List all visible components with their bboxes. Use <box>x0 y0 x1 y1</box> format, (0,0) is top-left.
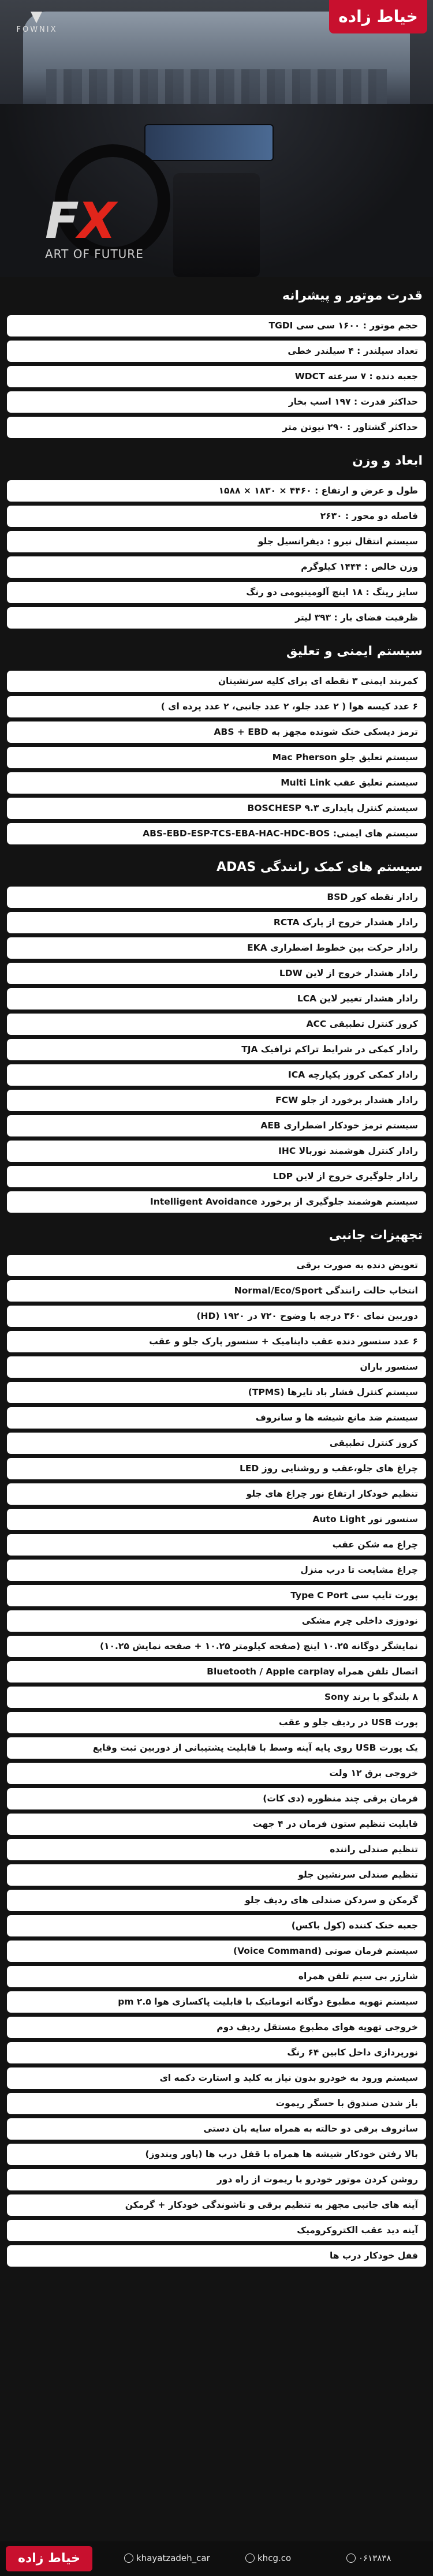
store-logo: خیاط زاده <box>329 0 427 33</box>
spec-row: ۶ عدد کیسه هوا ( ۲ عدد جلو، ۲ عدد جانبی، ۲ عدد پرده ای ) <box>7 696 426 717</box>
spec-row: کروز کنترل تطبیقی ACC <box>7 1014 426 1035</box>
spec-row: چراغ های جلو،عقب و روشنایی روز LED <box>7 1458 426 1479</box>
spec-row: سیستم ضد مانع شیشه ها و سانروف <box>7 1407 426 1429</box>
footer-logo: خیاط زاده <box>6 2546 92 2571</box>
spec-row: سنسور باران <box>7 1356 426 1378</box>
spec-row: نمایشگر دوگانه ۱۰.۲۵ اینچ (صفحه کیلومتر ۱۰.۲۵ + صفحه نمایش ۱۰.۲۵) <box>7 1636 426 1657</box>
spec-row: خروجی تهویه هوای مطبوع مستقل ردیف دوم <box>7 2017 426 2038</box>
spec-row: فرمان برقی چند منظوره (دی کات) <box>7 1788 426 1809</box>
center-console <box>173 173 260 277</box>
spec-row: خروجی برق ۱۲ ولت <box>7 1763 426 1784</box>
spec-sections <box>0 277 433 2271</box>
spec-row: ۶ عدد سنسور دنده عقب داینامیک + سنسور پارک جلو و عقب <box>7 1331 426 1352</box>
spec-row: ۸ بلندگو با برند Sony <box>7 1687 426 1708</box>
spec-row: سیستم کنترل فشار باد تایرها (TPMS) <box>7 1382 426 1403</box>
spec-row: سیستم ورود به خودرو بدون نیاز به کلید و استارت دکمه ای <box>7 2067 426 2089</box>
spec-row: نورپردازی داخل کابین ۶۴ رنگ <box>7 2042 426 2063</box>
spec-row: رادار هشدار برخورد از جلو FCW <box>7 1090 426 1111</box>
spec-row: رادار نقطه کور BSD <box>7 887 426 908</box>
spec-row: رادار حرکت بین خطوط اضطراری EKA <box>7 937 426 959</box>
brand-logo-mark-icon: ▼ <box>31 8 43 25</box>
spec-row: تنظیم خودکار ارتفاع نور چراغ های جلو <box>7 1483 426 1505</box>
instagram-handle[interactable]: khayatzadeh_car <box>124 2553 210 2563</box>
spec-row: سیستم انتقال نیرو : دیفرانسیل جلو <box>7 531 426 552</box>
spec-row: فاصله دو محور : ۲۶۳۰ <box>7 506 426 527</box>
spec-row: تنظیم صندلی راننده <box>7 1839 426 1860</box>
spec-row: سیستم تعلیق جلو Mac Pherson <box>7 747 426 768</box>
spec-row: وزن خالص : ۱۴۴۴ کیلوگرم <box>7 556 426 578</box>
model-name: FX <box>45 192 115 250</box>
spec-row: حداکثر گشتاور : ۲۹۰ نیوتن متر <box>7 417 426 438</box>
spec-row: قفل خودکار درب ها <box>7 2245 426 2267</box>
spec-row: کمربند ایمنی ۳ نقطه ای برای کلیه سرنشینان <box>7 671 426 692</box>
section-title: سیستم های کمک رانندگی ADAS <box>216 860 423 874</box>
spec-row: باز شدن صندوق با حسگر ریموت <box>7 2093 426 2114</box>
spec-row: شارژر بی سیم تلفن همراه <box>7 1966 426 1987</box>
spec-row: قابلیت تنظیم ستون فرمان در ۴ جهت <box>7 1814 426 1835</box>
spec-row: ظرفیت فضای بار : ۳۹۳ لیتر <box>7 607 426 629</box>
spec-row: سیستم تهویه مطبوع دوگانه اتوماتیک با قابلیت پاکسازی هوا ۲.۵ pm <box>7 1991 426 2013</box>
spec-row: رادار کنترل هوشمند نوربالا IHC <box>7 1141 426 1162</box>
section-title: قدرت موتور و پیشرانه <box>282 289 423 303</box>
spec-row: تعویض دنده به صورت برقی <box>7 1255 426 1276</box>
spec-row: آینه دید عقب الکتروکرومیک <box>7 2220 426 2241</box>
spec-row: پورت تایپ سی Type C Port <box>7 1585 426 1606</box>
model-badge <box>45 192 178 266</box>
spec-row: تعداد سیلندر : ۴ سیلندر خطی <box>7 341 426 362</box>
website-link[interactable]: khcg.co <box>245 2553 291 2563</box>
spec-row: نودوزی داخلی چرم مشکی <box>7 1610 426 1632</box>
spec-row: سیستم فرمان صوتی (Voice Command) <box>7 1941 426 1962</box>
section-title: ابعاد و وزن <box>352 454 423 468</box>
spec-row: رادار کمکی کروز یکپارچه ICA <box>7 1064 426 1086</box>
phone-icon <box>346 2553 356 2563</box>
spec-row: پورت USB در ردیف جلو و عقب <box>7 1712 426 1733</box>
spec-row: انتخاب حالت رانندگی Normal/Eco/Sport <box>7 1280 426 1302</box>
brand-logo <box>10 8 64 40</box>
spec-row: طول و عرض و ارتفاع : ۴۴۶۰ × ۱۸۳۰ × ۱۵۸۸ <box>7 480 426 502</box>
section-title: سیستم ایمنی و تعلیق <box>286 644 423 659</box>
spec-row: حجم موتور : ۱۶۰۰ سی سی TGDI <box>7 315 426 337</box>
spec-row: چراغ مشایعت تا درب منزل <box>7 1560 426 1581</box>
spec-row: کروز کنترل تطبیقی <box>7 1433 426 1454</box>
spec-row: سیستم تعلیق عقب Multi Link <box>7 772 426 794</box>
spec-row: اتصال تلفن همراه Bluetooth / Apple carplay <box>7 1661 426 1683</box>
spec-row: سیستم کنترل پایداری BOSCHESP ۹.۳ <box>7 798 426 819</box>
spec-row: رادار کمکی در شرایط تراکم ترافیک TJA <box>7 1039 426 1060</box>
spec-row: سایز رینگ : ۱۸ اینچ آلومینیومی دو رنگ <box>7 582 426 603</box>
section-title: تجهیزات جانبی <box>329 1228 423 1243</box>
spec-row: سیستم های ایمنی: ABS-EBD-ESP-TCS-EBA-HAC-HDC-BOS <box>7 823 426 844</box>
spec-row: رادار هشدار خروج از لاین LDW <box>7 963 426 984</box>
instagram-icon <box>124 2553 133 2563</box>
spec-row: جعبه دنده : ۷ سرعته WDCT <box>7 366 426 387</box>
footer-bar <box>0 2541 433 2576</box>
spec-row: رادار هشدار خروج از پارک RCTA <box>7 912 426 933</box>
spec-row: یک پورت USB روی پایه آینه وسط با قابلیت پشتیبانی از دوربین ثبت وقایع <box>7 1737 426 1759</box>
spec-row: جعبه خنک کننده (کول باکس) <box>7 1915 426 1936</box>
phone-number[interactable]: ۰۶۱۳۸۳۸ <box>346 2553 391 2563</box>
globe-icon <box>245 2553 255 2563</box>
brand-logo-text: FOWNIX <box>16 25 58 34</box>
spec-row: رادار جلوگیری خروج از لاین LDP <box>7 1166 426 1187</box>
spec-row: سنسور نور Auto Light <box>7 1509 426 1530</box>
spec-row: چراغ مه شکن عقب <box>7 1534 426 1556</box>
model-tagline: ART OF FUTURE <box>45 247 144 261</box>
hero-banner <box>0 0 433 277</box>
spec-row: روشن کردن موتور خودرو با ریموت از راه دور <box>7 2169 426 2190</box>
spec-row: سانروف برقی دو حالته به همراه سایه بان دستی <box>7 2118 426 2140</box>
spec-row: دوربین نمای ۳۶۰ درجه با وضوح ۷۲۰ در ۱۹۲۰ (HD) <box>7 1306 426 1327</box>
spec-row: سیستم ترمز خودکار اضطراری AEB <box>7 1115 426 1136</box>
spec-row: ترمز دیسکی خنک شونده مجهز به ABS + EBD <box>7 721 426 743</box>
spec-row: گرمکن و سردکن صندلی های ردیف جلو <box>7 1890 426 1911</box>
spec-row: حداکثر قدرت : ۱۹۷ اسب بخار <box>7 391 426 413</box>
spec-row: رادار هشدار تغییر لاین LCA <box>7 988 426 1010</box>
infotainment-screen <box>144 124 274 161</box>
spec-row: آینه های جانبی مجهز به تنظیم برقی و تاشوندگی خودکار + گرمکن <box>7 2194 426 2216</box>
spec-row: بالا رفتن خودکار شیشه ها همراه با قفل درب ها (پاور ویندوز) <box>7 2144 426 2165</box>
spec-row: سیستم هوشمند جلوگیری از برخورد Intelligent Avoidance <box>7 1191 426 1213</box>
spec-row: تنظیم صندلی سرنشین جلو <box>7 1864 426 1886</box>
